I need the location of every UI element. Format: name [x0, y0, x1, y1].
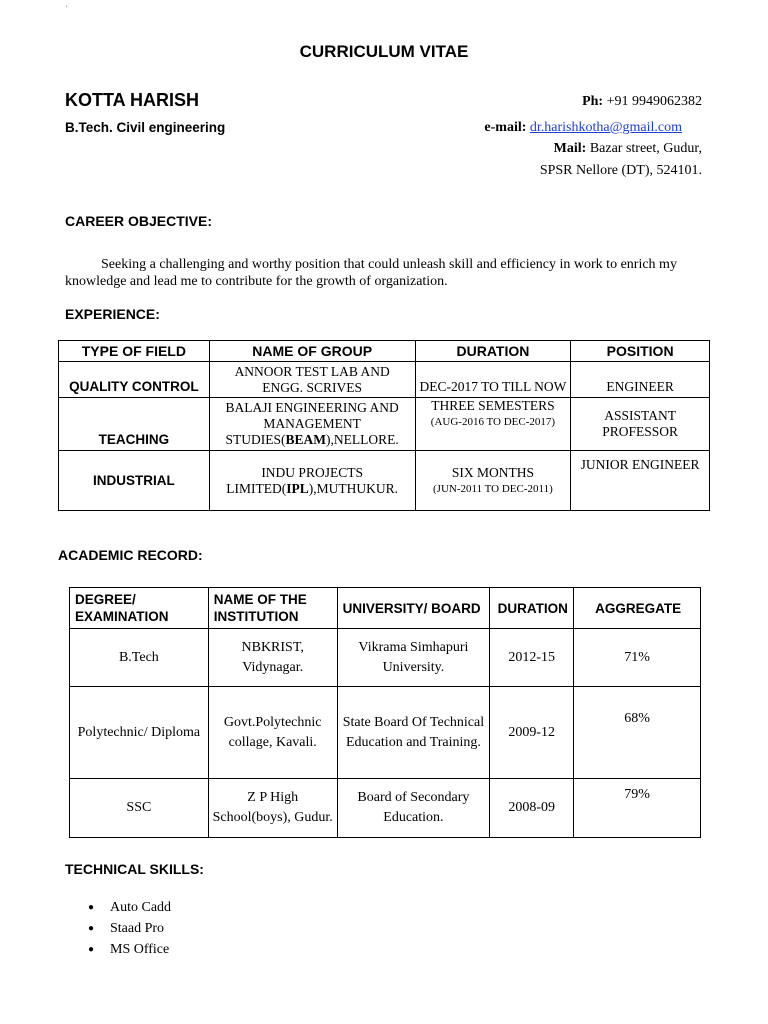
- list-item: ● Staad Pro: [88, 918, 171, 939]
- career-objective-heading: CAREER OBJECTIVE:: [65, 213, 213, 229]
- acad-aggregate: 71%: [574, 629, 701, 687]
- exp-header-field: TYPE OF FIELD: [59, 341, 210, 362]
- academic-record-heading: ACADEMIC RECORD:: [58, 547, 203, 563]
- acad-header-aggregate: AGGREGATE: [574, 588, 701, 629]
- email-label: e-mail:: [484, 120, 527, 135]
- exp-header-duration: DURATION: [415, 341, 571, 362]
- exp-field: TEACHING: [59, 398, 210, 451]
- acad-board: State Board Of Technical Education and Training.: [337, 687, 490, 779]
- acad-header-degree: DEGREE/ EXAMINATION: [70, 588, 209, 629]
- exp-group: ANNOOR TEST LAB AND ENGG. SCRIVES: [209, 362, 415, 398]
- acad-institution: Govt.Polytechnic collage, Kavali.: [208, 687, 337, 779]
- acad-header-duration: DURATION: [490, 588, 574, 629]
- email-line: [484, 120, 682, 136]
- objective-body: Seeking a challenging and worthy position that could unleash skill and efficiency in work to enrich my knowledge and lead me to contribute for the growth of organization.: [65, 257, 677, 289]
- exp-field: QUALITY CONTROL: [59, 362, 210, 398]
- acad-institution: Z P High School(boys), Gudur.: [208, 779, 337, 838]
- acad-degree: SSC: [70, 779, 209, 838]
- exp-position: ASSISTANT PROFESSOR: [571, 398, 710, 451]
- acad-header-institution: NAME OF THE INSTITUTION: [208, 588, 337, 629]
- skills-list: [88, 897, 171, 960]
- exp-duration: THREE SEMESTERS (AUG-2016 TO DEC-2017): [415, 398, 571, 451]
- document-title: CURRICULUM VITAE: [299, 42, 469, 61]
- table-row: [70, 687, 701, 779]
- phone-number: +91 9949062382: [606, 94, 702, 109]
- acad-duration: 2009-12: [490, 687, 574, 779]
- acad-header-board: UNIVERSITY/ BOARD: [337, 588, 490, 629]
- exp-header-group: NAME OF GROUP: [209, 341, 415, 362]
- academic-header-row: [70, 588, 701, 629]
- table-row: [59, 451, 710, 511]
- exp-header-position: POSITION: [571, 341, 710, 362]
- exp-duration: DEC-2017 TO TILL NOW: [415, 362, 571, 398]
- exp-position: ENGINEER: [571, 362, 710, 398]
- table-row: [59, 398, 710, 451]
- experience-heading: EXPERIENCE:: [65, 306, 160, 322]
- acad-board: Board of Secondary Education.: [337, 779, 490, 838]
- acad-aggregate: 68%: [574, 687, 701, 779]
- acad-board: Vikrama Simhapuri University.: [337, 629, 490, 687]
- address-line-1: Bazar street, Gudur,: [589, 141, 702, 156]
- acad-aggregate: 79%: [574, 779, 701, 838]
- email-link[interactable]: dr.harishkotha@gmail.com: [529, 120, 682, 135]
- academic-table: [69, 587, 701, 838]
- phone-label: Ph:: [582, 94, 604, 109]
- acad-duration: 2012-15: [490, 629, 574, 687]
- corner-mark: ': [66, 4, 68, 13]
- mail-label: Mail:: [553, 141, 587, 156]
- acad-institution: NBKRIST, Vidynagar.: [208, 629, 337, 687]
- candidate-name: KOTTA HARISH: [65, 90, 199, 110]
- table-row: [70, 629, 701, 687]
- experience-table: [58, 340, 710, 511]
- exp-duration: SIX MONTHS (JUN-2011 TO DEC-2011): [415, 451, 571, 511]
- exp-position: JUNIOR ENGINEER: [571, 451, 710, 511]
- exp-group: BALAJI ENGINEERING AND MANAGEMENT STUDIES(BEAM),NELLORE.: [209, 398, 415, 451]
- career-objective-text: [65, 256, 705, 290]
- table-row: [70, 779, 701, 838]
- technical-skills-heading: TECHNICAL SKILLS:: [65, 861, 204, 877]
- table-row: [59, 362, 710, 398]
- exp-field: INDUSTRIAL: [59, 451, 210, 511]
- acad-degree: Polytechnic/ Diploma: [70, 687, 209, 779]
- list-item: ● Auto Cadd: [88, 897, 171, 918]
- candidate-degree: B.Tech. Civil engineering: [65, 120, 226, 135]
- exp-group: INDU PROJECTS LIMITED(IPL),MUTHUKUR.: [209, 451, 415, 511]
- acad-duration: 2008-09: [490, 779, 574, 838]
- experience-header-row: [59, 341, 710, 362]
- phone-line: [582, 94, 702, 110]
- mail-line: [554, 141, 702, 157]
- list-item: ● MS Office: [88, 939, 171, 960]
- acad-degree: B.Tech: [70, 629, 209, 687]
- address-line-2: SPSR Nellore (DT), 524101.: [539, 163, 702, 178]
